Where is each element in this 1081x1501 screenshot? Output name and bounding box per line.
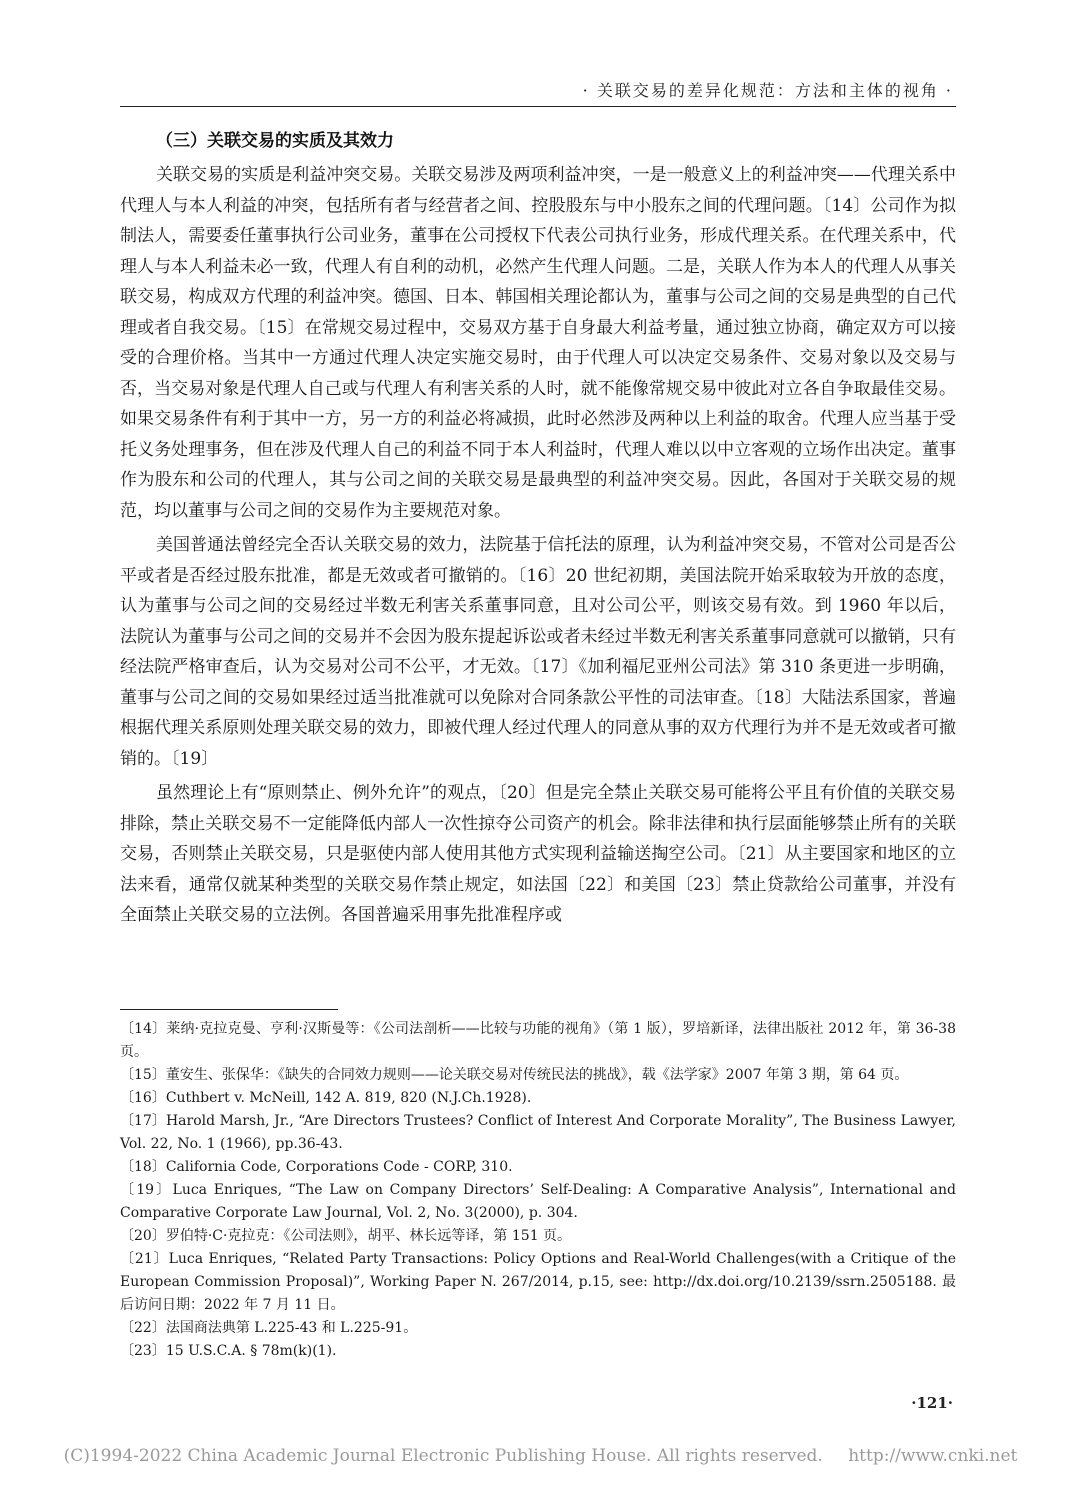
copyright-footer — [0, 1446, 1081, 1466]
footnote-14: 〔14〕莱纳·克拉克曼、亨利·汉斯曼等：《公司法剖析——比较与功能的视角》（第 1 版），罗培新译，法律出版社 2012 年，第 36-38 页。 — [120, 1021, 956, 1060]
main-text — [120, 126, 956, 931]
running-title: · 关联交易的差异化规范：方法和主体的视角 · — [582, 81, 953, 100]
section-heading: （三）关联交易的实质及其效力 — [156, 131, 394, 151]
body-paragraph-1: 关联交易的实质是利益冲突交易。关联交易涉及两项利益冲突，一是一般意义上的利益冲突——代理关系中代理人与本人利益的冲突，包括所有者与经营者之间、控股股东与中小股东之间的代理问题。〔14〕公司作为拟制法人，需要委任董事执行公司业务，董事在公司授权下代表公司执行业务，形成代理关系。在代理关系中，代理人与本人利益未必一致，代理人有自利的动机，必然产生代理人问题。二是，关联人作为本人的代理人从事关联交易，构成双方代理的利益冲突。德国、日本、韩国相关理论都认为，董事与公司之间的交易是典型的自己代理或者自我交易。〔15〕在常规交易过程中，交易双方基于自身最大利益考量，通过独立协商，确定双方可以接受的合理价格。当其中一方通过代理人决定实施交易时，由于代理人可以决定交易条件、交易对象以及交易与否，当交易对象是代理人自己或与代理人有利害关系的人时，就不能像常规交易中彼此对立各自争取最佳交易。如果交易条件有利于其中一方，另一方的利益必将减损，此时必然涉及两种以上利益的取舍。代理人应当基于受托义务处理事务，但在涉及代理人自己的利益不同于本人利益时，代理人难以以中立客观的立场作出决定。董事作为股东和公司的代理人，其与公司之间的关联交易是最典型的利益冲突交易。因此，各国对于关联交易的规范，均以董事与公司之间的交易作为主要规范对象。 — [120, 165, 956, 521]
footnote-rule — [120, 1009, 338, 1010]
footnote-23: 〔23〕15 U.S.C.A. § 78m(k)(1). — [120, 1343, 337, 1359]
copyright-notice: (C)1994-2022 China Academic Journal Electronic Publishing House. All rights reserved. — [63, 1446, 823, 1466]
footnote-17: 〔17〕Harold Marsh, Jr., “Are Directors Trustees? Conflict of Interest And Corporate Morality”, The Business Lawyer, Vol. 22, No. 1 (1966), pp.36-43. — [120, 1113, 956, 1152]
body-paragraph-3: 虽然理论上有“原则禁止、例外允许”的观点，〔20〕但是完全禁止关联交易可能将公平且有价值的关联交易排除，禁止关联交易不一定能降低内部人一次性掠夺公司资产的机会。除非法律和执行层面能够禁止所有的关联交易，否则禁止关联交易，只是驱使内部人使用其他方式实现利益输送掏空公司。〔21〕从主要国家和地区的立法来看，通常仅就某种类型的关联交易作禁止规定，如法国〔22〕和美国〔23〕禁止贷款给公司董事，并没有全面禁止关联交易的立法例。各国普遍采用事先批准程序或 — [120, 783, 956, 925]
footnote-19: 〔19〕Luca Enriques, “The Law on Company Directors’ Self-Dealing: A Comparative Analysis”, International and Comparative Corporate Law Journal, Vol. 2, No. 3(2000), p. 304. — [120, 1182, 956, 1221]
header-rule — [120, 106, 956, 107]
footnote-21: 〔21〕Luca Enriques, “Related Party Transactions: Policy Options and Real-World Challenges(with a Critique of the European Commission Proposal)”, Working Paper N. 267/2014, p.15, see: http://dx.doi.org/10.2139/ssrn.2505188. 最后访问日期：2022 年 7 月 11 日。 — [120, 1251, 956, 1313]
footnote-22: 〔22〕法国商法典第 L.225-43 和 L.225-91。 — [120, 1320, 418, 1336]
footnote-16: 〔16〕Cuthbert v. McNeill, 142 A. 819, 820 (N.J.Ch.1928). — [120, 1090, 532, 1106]
footnote-list — [120, 1018, 956, 1363]
footnote-18: 〔18〕California Code, Corporations Code - CORP, 310. — [120, 1159, 513, 1175]
page-number: ·121· — [911, 1394, 953, 1412]
body-paragraph-2: 美国普通法曾经完全否认关联交易的效力，法院基于信托法的原理，认为利益冲突交易，不管对公司是否公平或者是否经过股东批准，都是无效或者可撤销的。〔16〕20 世纪初期，美国法院开始采取较为开放的态度，认为董事与公司之间的交易经过半数无利害关系董事同意，且对公司公平，则该交易有效。到 1960 年以后，法院认为董事与公司之间的交易并不会因为股东提起诉讼或者未经过半数无利害关系董事同意就可以撤销，只有经法院严格审查后，认为交易对公司不公平，才无效。〔17〕《加利福尼亚州公司法》第 310 条更进一步明确，董事与公司之间的交易如果经过适当批准就可以免除对合同条款公平性的司法审查。〔18〕大陆法系国家，普遍根据代理关系原则处理关联交易的效力，即被代理人经过代理人的同意从事的双方代理行为并不是无效或者可撤销的。〔19〕 — [120, 535, 956, 769]
footnote-15: 〔15〕董安生、张保华：《缺失的合同效力规则——论关联交易对传统民法的挑战》，载《法学家》2007 年第 3 期，第 64 页。 — [120, 1067, 909, 1083]
publisher-url: http://www.cnki.net — [848, 1446, 1018, 1466]
footnote-20: 〔20〕罗伯特·C·克拉克：《公司法则》，胡平、林长远等译，第 151 页。 — [120, 1228, 572, 1244]
